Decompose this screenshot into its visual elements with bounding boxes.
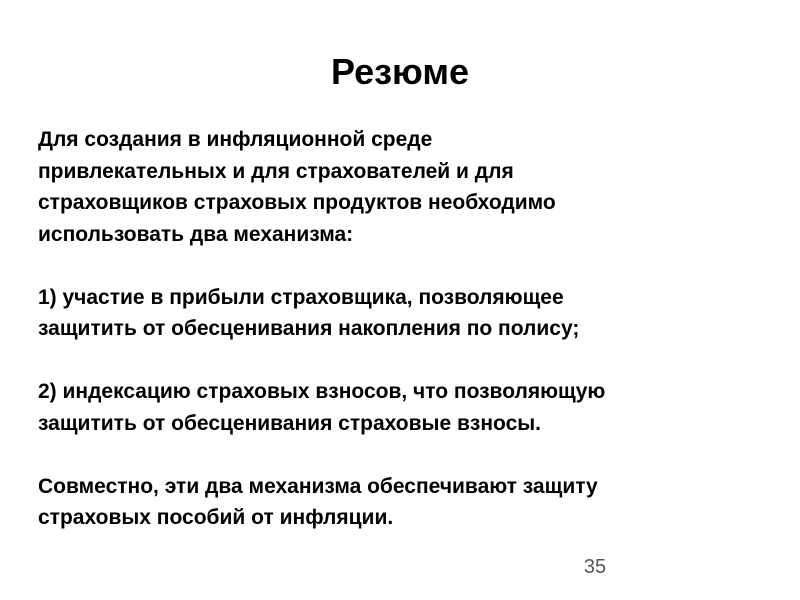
text-line: использовать два механизма: bbox=[38, 222, 354, 246]
paragraph-mechanism-2 bbox=[38, 376, 778, 439]
text-line: Совместно, эти два механизма обеспечивают защиту bbox=[38, 474, 598, 498]
text-line: привлекательных и для страхователей и для bbox=[38, 159, 514, 183]
text-line: страховщиков страховых продуктов необходимо bbox=[38, 191, 556, 214]
text-line: страховых пособий от инфляции. bbox=[38, 506, 394, 529]
paragraph-conclusion bbox=[38, 471, 778, 534]
paragraph-intro bbox=[38, 124, 778, 250]
paragraph-mechanism-1 bbox=[38, 282, 778, 345]
text-line: Для создания в инфляционной среде bbox=[38, 128, 433, 151]
text-line: 1) участие в прибыли страховщика, позволяющее bbox=[38, 285, 564, 309]
page-number: 35 bbox=[583, 556, 607, 578]
text-line: защитить от обесценивания накопления по полису; bbox=[38, 317, 580, 340]
slide-title: Резюме bbox=[331, 51, 469, 92]
slide-body bbox=[38, 124, 778, 534]
text-line: 2) индексацию страховых взносов, что позволяющую bbox=[38, 380, 606, 403]
text-line: защитить от обесценивания страховые взносы. bbox=[38, 411, 542, 435]
